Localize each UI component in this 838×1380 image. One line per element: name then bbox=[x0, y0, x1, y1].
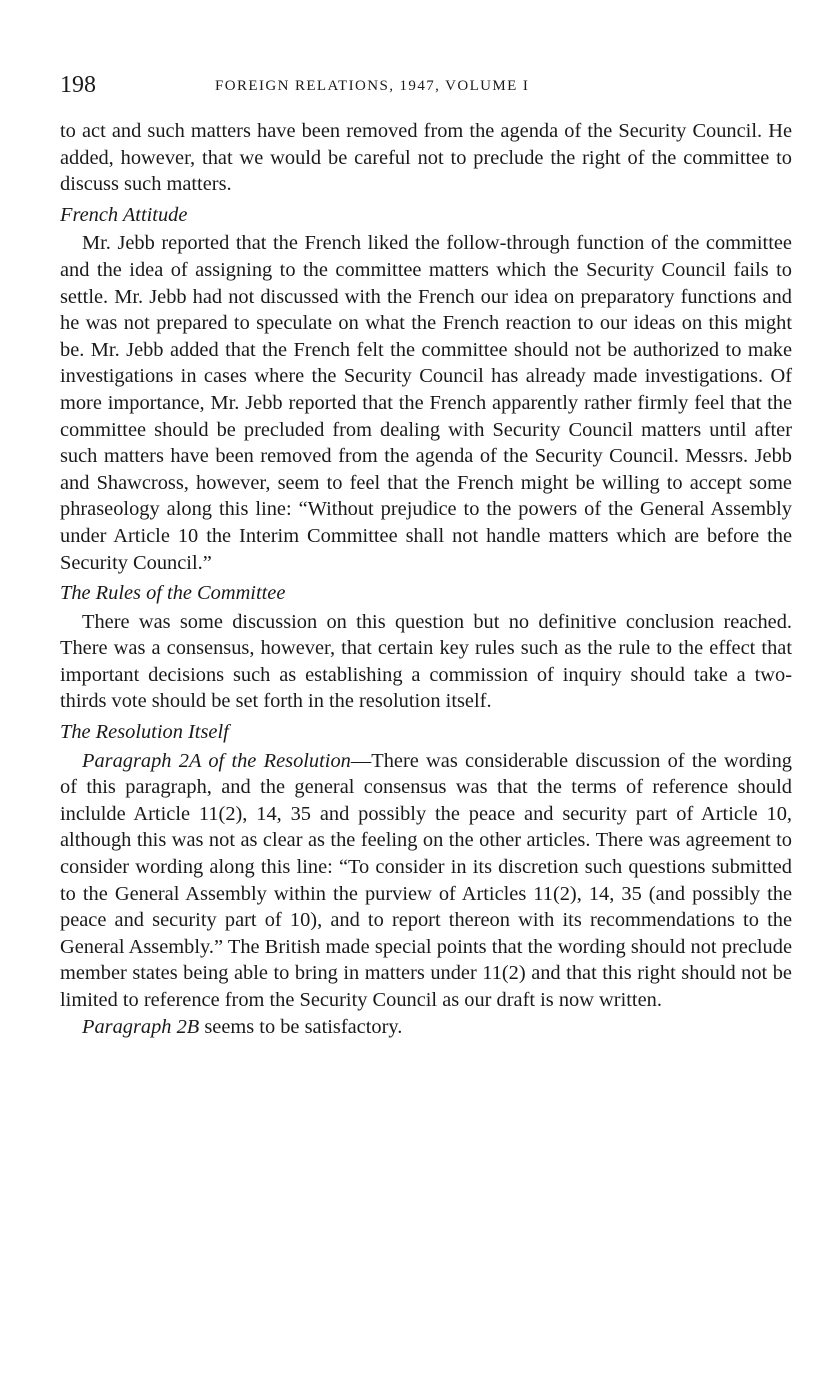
paragraph-french-attitude: Mr. Jebb reported that the French liked the follow-through function of the committee and the idea of assigning to the committee matters which the Security Council fails to settle. Mr. Jebb had not discussed with the French our idea on preparatory functions and he was not prepared to speculate on what the French reaction to our ideas on this might be. Mr. Jebb added that the French felt the committee should not be authorized to make investigations in cases where the Security Council has already made investigations. Of more importance, Mr. Jebb reported that the French apparently rather firmly feel that the committee should be precluded from dealing with Security Council matters until after such matters have been removed from the agenda of the Security Council. Messrs. Jebb and Shawcross, however, seem to feel that the French might be willing to accept some phraseology along this line: “Without prejudice to the powers of the General Assembly under Article 10 the Interim Committee shall not handle matters which are before the Security Council.” bbox=[60, 232, 792, 574]
paragraph-2a-text: —There was considerable discussion of the wording of this paragraph, and the general consensus was that the terms of reference should inclulde Article 11(2), 14, 35 and possibly the peace and security part of Article 10, although this was not as clear as the feeling on the other articles. There was agreement to consider wording along this line: “To consider in its discretion such questions submitted to the General Assembly within the purview of Articles 11(2), 14, 35 (and possibly the peace and security part of 10), and to report thereon with its recommendations to the General Assembly.” The British made special points that the wording should not preclude member states being able to bring in matters under 11(2) and that this right should not be limited to reference from the Security Council as our draft is now written. bbox=[60, 749, 792, 1011]
running-head bbox=[60, 70, 792, 104]
paragraph-2b-text: seems to be satisfactory. bbox=[199, 1015, 403, 1038]
paragraph-rules: There was some discussion on this question but no definitive conclusion reached. There was a consensus, however, that certain key rules such as the rule to the effect that important decisions such as establishing a commission of inquiry should take a two-thirds vote should be set forth in the resolution itself. bbox=[60, 610, 792, 713]
page-number: 198 bbox=[60, 72, 96, 98]
paragraph-2a-lead: Paragraph 2A of the Resolution bbox=[82, 749, 351, 772]
section-heading-french-attitude: French Attitude bbox=[60, 203, 188, 226]
document-page bbox=[60, 70, 792, 1040]
running-title: FOREIGN RELATIONS, 1947, VOLUME I bbox=[215, 78, 530, 94]
paragraph-continuation: to act and such matters have been removed from the agenda of the Security Council. He added, however, that we would be careful not to preclude the right of the committee to discuss such matters. bbox=[60, 120, 792, 196]
paragraph-2a bbox=[60, 748, 792, 1014]
paragraph-2b-lead: Paragraph 2B bbox=[82, 1015, 200, 1038]
section-heading-rules: The Rules of the Committee bbox=[60, 582, 286, 605]
section-heading-resolution: The Resolution Itself bbox=[60, 721, 229, 744]
paragraph-2b bbox=[60, 1014, 792, 1041]
